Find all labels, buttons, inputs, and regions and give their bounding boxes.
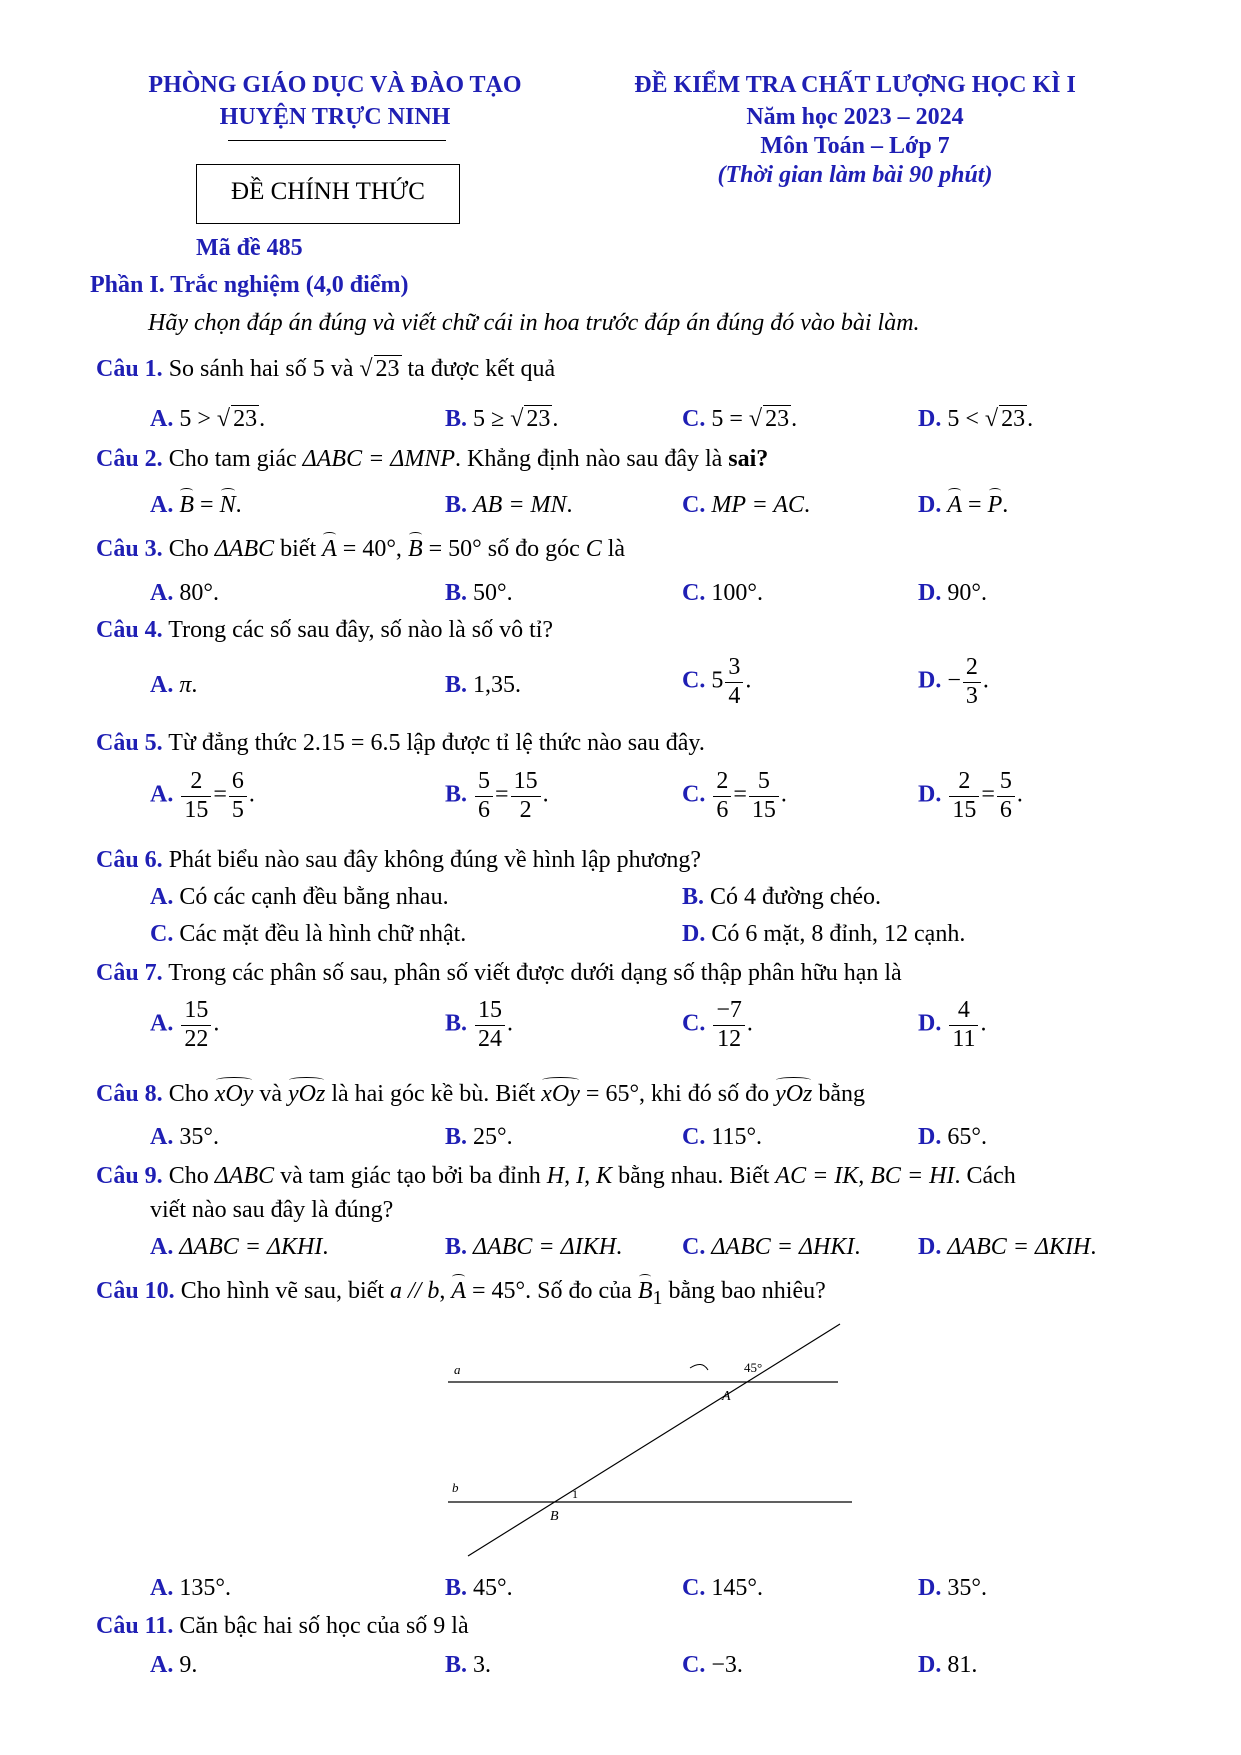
question-8: Câu 8. Cho xOy và yOz là hai góc kề bù. Biết xOy = 65°, khi đó số đo yOz bằng	[96, 1081, 866, 1107]
section-title: Phần I. Trắc nghiệm (4,0 điểm)	[90, 272, 409, 298]
q8-option-b[interactable]: B. 25°.	[445, 1124, 513, 1150]
q3-option-d[interactable]: D. 90°.	[918, 580, 987, 606]
q10-option-d[interactable]: D. 35°.	[918, 1575, 987, 1601]
q7-option-b[interactable]: B. $\frac{15}{24}$ .	[445, 997, 514, 1052]
q10-option-b[interactable]: B. 45°.	[445, 1575, 513, 1601]
q11-option-d[interactable]: D. 81.	[918, 1652, 978, 1678]
q11-option-b[interactable]: B. 3.	[445, 1652, 492, 1678]
q9-option-d[interactable]: D. ΔABC = ΔKIH.	[918, 1234, 1097, 1260]
question-9: Câu 9. Cho ΔABC và tam giác tạo bởi ba đỉnh H, I, K bằng nhau. Biết AC = IK, BC = HI. Cách	[96, 1163, 1016, 1189]
q1-option-d[interactable]: D. 5 < √ 23.	[918, 406, 1034, 432]
q11-option-a[interactable]: A. 9.	[150, 1652, 198, 1678]
q1-option-a[interactable]: A. 5 > √ 23.	[150, 406, 266, 432]
exam-code: Mã đề 485	[196, 235, 303, 261]
q7-option-c[interactable]: C. $\frac{-7}{12}$ .	[682, 997, 753, 1052]
section-instruction: Hãy chọn đáp án đúng và viết chữ cái in hoa trước đáp án đúng đó vào bài làm.	[148, 310, 920, 336]
district-title: HUYỆN TRỰC NINH	[219, 104, 451, 130]
duration: (Thời gian làm bài 90 phút)	[717, 162, 993, 188]
question-2: Câu 2. Cho tam giác ΔABC = ΔMNP. Khẳng định nào sau đây là sai?	[96, 446, 769, 472]
q5-option-b[interactable]: B. $\frac{5}{6}$ = $\frac{15}{2}$ .	[445, 768, 549, 823]
q4-option-a[interactable]: A. π.	[150, 672, 198, 698]
parallel-lines-figure	[440, 1320, 860, 1560]
official-label: ĐỀ CHÍNH THỨC	[231, 178, 425, 205]
department-title: PHÒNG GIÁO DỤC VÀ ĐÀO TẠO	[148, 72, 522, 98]
question-9-line2: viết nào sau đây là đúng?	[150, 1197, 394, 1223]
angle-arc	[690, 1364, 708, 1370]
question-4: Câu 4. Trong các số sau đây, số nào là số vô tỉ?	[96, 617, 554, 643]
question-label: Câu 1.	[96, 356, 163, 382]
question-5: Câu 5. Từ đẳng thức 2.15 = 6.5 lập được tỉ lệ thức nào sau đây.	[96, 730, 705, 756]
q6-option-c[interactable]: C. Các mặt đều là hình chữ nhật.	[150, 921, 467, 947]
header-divider	[228, 140, 446, 141]
q7-option-d[interactable]: D. $\frac{4}{11}$ .	[918, 997, 987, 1052]
q11-option-c[interactable]: C. −3.	[682, 1652, 743, 1678]
q8-option-a[interactable]: A. 35°.	[150, 1124, 219, 1150]
subject: Môn Toán – Lớp 7	[760, 133, 950, 159]
exam-title: ĐỀ KIỂM TRA CHẤT LƯỢNG HỌC KÌ I	[634, 72, 1076, 98]
q9-option-c[interactable]: C. ΔABC = ΔHKI.	[682, 1234, 861, 1260]
q8-option-d[interactable]: D. 65°.	[918, 1124, 987, 1150]
q1-option-c[interactable]: C. 5 = √ 23.	[682, 406, 798, 432]
label-a: a	[454, 1362, 461, 1377]
q2-option-c[interactable]: C. MP = AC.	[682, 492, 810, 518]
q6-option-a[interactable]: A. Có các cạnh đều bằng nhau.	[150, 884, 449, 910]
angle-1-label: 1	[572, 1487, 578, 1501]
q7-option-a[interactable]: A. $\frac{15}{22}$ .	[150, 997, 220, 1052]
q2-option-d[interactable]: D. A = P.	[918, 492, 1009, 518]
label-b: b	[452, 1480, 459, 1495]
q3-option-b[interactable]: B. 50°.	[445, 580, 513, 606]
q10-option-c[interactable]: C. 145°.	[682, 1575, 763, 1601]
angle-label: 45°	[744, 1360, 763, 1375]
point-b: B	[550, 1509, 559, 1524]
transversal	[468, 1324, 840, 1556]
q4-option-b[interactable]: B. 1,35.	[445, 672, 522, 698]
q5-option-a[interactable]: A. $\frac{2}{15}$ = $\frac{6}{5}$ .	[150, 768, 255, 823]
q3-option-a[interactable]: A. 80°.	[150, 580, 219, 606]
question-7: Câu 7. Trong các phân số sau, phân số viết được dưới dạng số thập phân hữu hạn là	[96, 960, 902, 986]
q9-option-b[interactable]: B. ΔABC = ΔIKH.	[445, 1234, 623, 1260]
question-11: Câu 11. Căn bậc hai số học của số 9 là	[96, 1613, 469, 1639]
q6-option-d[interactable]: D. Có 6 mặt, 8 đỉnh, 12 cạnh.	[682, 921, 966, 947]
q10-option-a[interactable]: A. 135°.	[150, 1575, 231, 1601]
question-1: Câu 1. So sánh hai số 5 và √ 23 ta được kết quả	[96, 356, 556, 382]
q2-option-a[interactable]: A. B = N.	[150, 492, 242, 518]
q3-option-c[interactable]: C. 100°.	[682, 580, 763, 606]
q5-option-d[interactable]: D. $\frac{2}{15}$ = $\frac{5}{6}$ .	[918, 768, 1023, 823]
q2-option-b[interactable]: B. AB = MN.	[445, 492, 573, 518]
q4-option-d[interactable]: D. − $\frac{2}{3}$ .	[918, 654, 989, 709]
q6-option-b[interactable]: B. Có 4 đường chéo.	[682, 884, 882, 910]
q8-option-c[interactable]: C. 115°.	[682, 1124, 763, 1150]
q9-option-a[interactable]: A. ΔABC = ΔKHI.	[150, 1234, 329, 1260]
q4-option-c[interactable]: C. 5 $\frac{3}{4}$ .	[682, 654, 752, 709]
school-year: Năm học 2023 – 2024	[746, 104, 964, 130]
q1-option-b[interactable]: B. 5 ≥ √ 23.	[445, 406, 559, 432]
question-3: Câu 3. Cho ΔABC biết A = 40°, B = 50° số đo góc C là	[96, 536, 626, 562]
point-a: A	[722, 1389, 731, 1404]
question-6: Câu 6. Phát biểu nào sau đây không đúng về hình lập phương?	[96, 847, 701, 873]
q5-option-c[interactable]: C. $\frac{2}{6}$ = $\frac{5}{15}$ .	[682, 768, 787, 823]
question-10: Câu 10. Cho hình vẽ sau, biết a // b, A = 45°. Số đo của $B_1$ bằng bao nhiêu?	[96, 1278, 826, 1309]
